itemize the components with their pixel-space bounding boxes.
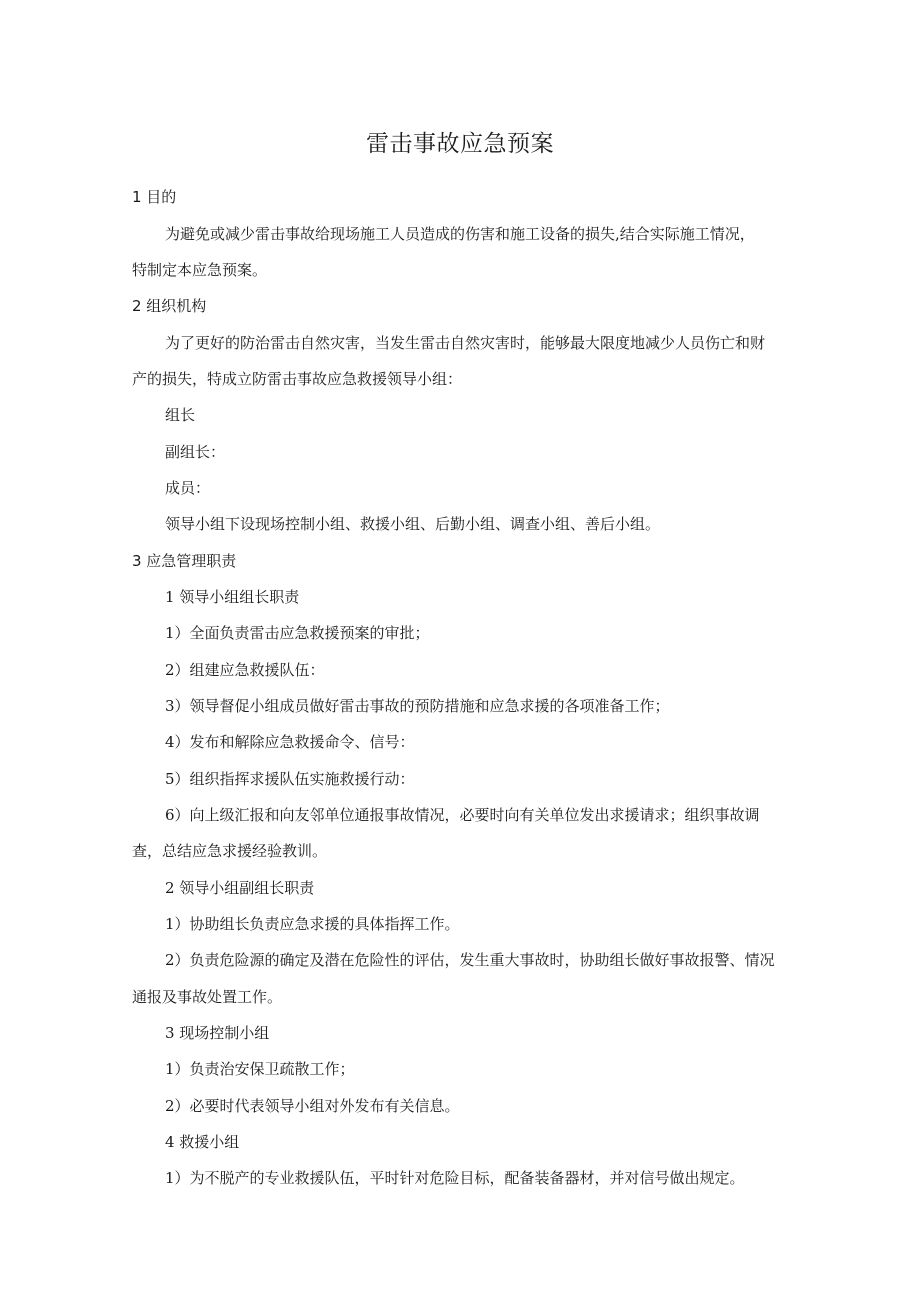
list-item: 2）必要时代表领导小组对外发布有关信息。	[165, 1097, 460, 1115]
list-item: 1）负责治安保卫疏散工作；	[165, 1060, 355, 1078]
paragraph-line: 特制定本应急预案。	[132, 261, 268, 279]
list-item: 1）全面负责雷击应急救援预案的审批；	[165, 624, 430, 642]
subsection-heading: 4 救援小组	[165, 1133, 240, 1151]
list-item: 5）组织指挥求援队伍实施救援行动：	[165, 770, 415, 788]
paragraph-line: 为避免或减少雷击事故给现场施工人员造成的伤害和施工设备的损失,结合实际施工情况，	[165, 225, 755, 243]
paragraph-line: 产的损失，特成立防雷击事故应急救援领导小组：	[132, 370, 463, 388]
paragraph-line: 副组长：	[165, 443, 226, 461]
paragraph-line: 为了更好的防治雷击自然灾害，当发生雷击自然灾害时，能够最大限度地减少人员伤亡和财	[165, 334, 766, 352]
subsection-heading: 2 领导小组副组长职责	[165, 879, 315, 897]
list-item: 6）向上级汇报和向友邻单位通报事故情况，必要时向有关单位发出求援请求；组织事故调	[165, 806, 760, 824]
list-item: 2）组建应急救援队伍：	[165, 661, 325, 679]
section-heading-organization: 2 组织机构	[132, 297, 207, 315]
page-title: 雷击事故应急预案	[366, 131, 554, 157]
list-item-continuation: 查，总结应急求援经验教训。	[132, 842, 328, 860]
subsection-heading: 3 现场控制小组	[165, 1024, 270, 1042]
section-heading-purpose: 1 目的	[132, 188, 177, 206]
list-item-continuation: 通报及事故处置工作。	[132, 988, 283, 1006]
list-item: 4）发布和解除应急救援命令、信号：	[165, 733, 415, 751]
section-heading-responsibilities: 3 应急管理职责	[132, 552, 237, 570]
paragraph-line: 领导小组下设现场控制小组、救援小组、后勤小组、调查小组、善后小组。	[165, 515, 661, 533]
list-item: 1）为不脱产的专业救援队伍，平时针对危险目标，配备装备器材，并对信号做出规定。	[165, 1169, 745, 1187]
paragraph-line: 成员：	[165, 479, 211, 497]
list-item: 1）协助组长负责应急求援的具体指挥工作。	[165, 915, 460, 933]
paragraph-line: 组长	[165, 406, 196, 424]
list-item: 2）负责危险源的确定及潜在危险性的评估，发生重大事故时，协助组长做好事故报警、情况	[165, 951, 775, 969]
subsection-heading: 1 领导小组组长职责	[165, 588, 300, 606]
list-item: 3）领导督促小组成员做好雷击事故的预防措施和应急求援的各项准备工作；	[165, 697, 670, 715]
